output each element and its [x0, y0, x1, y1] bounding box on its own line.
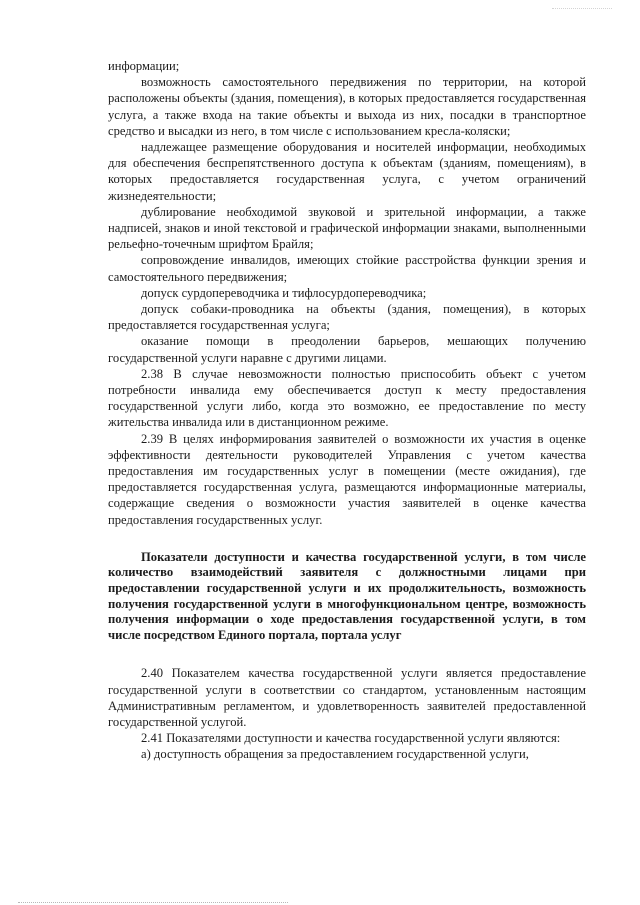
- paragraph: надлежащее размещение оборудования и носителей информации, необходимых для обеспечения беспрепятственного доступа к объектам (зданиям, помещениям), в которых предоставляется государственная услуга, с учетом ограничений жизнедеятельности;: [108, 140, 586, 203]
- paragraph: сопровождение инвалидов, имеющих стойкие расстройства функции зрения и самостоятельного передвижения;: [108, 253, 586, 284]
- paragraph: 2.40 Показателем качества государственной услуги является предоставление государственной услуги в соответствии со стандартом, установленным настоящим Административным регламентом, и удовлетворенность заявителей предоставленной государственной услугой.: [108, 666, 586, 730]
- document-body: [108, 58, 586, 763]
- footer-rule: [18, 901, 288, 903]
- paragraph: дублирование необходимой звуковой и зрительной информации, а также надписей, знаков и иной текстовой и графической информации знаками, выполненными рельефно-точечным шрифтом Брайля;: [108, 204, 586, 252]
- section-heading: Показатели доступности и качества государственной услуги, в том числе количество взаимодействий заявителя с должностными лицами при предоставлении государственной услуги и их продолжительность, возможность получения государственной услуги в многофункциональном центре, возможность получения информации о ходе предоставления государственной услуги, в том числе посредством Единого портала, портала услуг: [108, 549, 586, 642]
- paragraph: возможность самостоятельного передвижения по территории, на которой расположены объекты (здания, помещения), в которых предоставляется государственная услуга, а также входа на такие объекты и выхода из них, посадки в транспортное средство и высадки из него, в том числе с использованием кресла-коляски;: [108, 75, 586, 138]
- paragraph: 2.41 Показателями доступности и качества государственной услуги являются:: [141, 731, 561, 746]
- scan-artifact: [552, 8, 612, 15]
- paragraph: 2.39 В целях информирования заявителей о возможности их участия в оценке эффективности деятельности руководителей Управления с учетом качества предоставления им государственных услуг в помещении (месте ожидания), где предоставляется государственная услуга, размещаются информационные материалы, содержащие сведения о возможности участия заявителей в оценке качества предоставления государственных услуг.: [108, 431, 586, 527]
- paragraph: оказание помощи в преодолении барьеров, мешающих получению государственной услуги наравне с другими лицами.: [108, 334, 586, 365]
- paragraph: информации;: [108, 59, 180, 73]
- paragraph: допуск сурдопереводчика и тифлосурдопереводчика;: [141, 285, 427, 300]
- paragraph: а) доступность обращения за предоставлением государственной услуги,: [141, 747, 529, 762]
- paragraph: допуск собаки-проводника на объекты (здания, помещения), в которых предоставляется государственная услуга;: [108, 302, 586, 333]
- paragraph: 2.38 В случае невозможности полностью приспособить объект с учетом потребности инвалида ему обеспечивается доступ к месту предоставления государственной услуги либо, когда это возможно, ее предоставление по месту жительства инвалида или в дистанционном режиме.: [108, 366, 586, 430]
